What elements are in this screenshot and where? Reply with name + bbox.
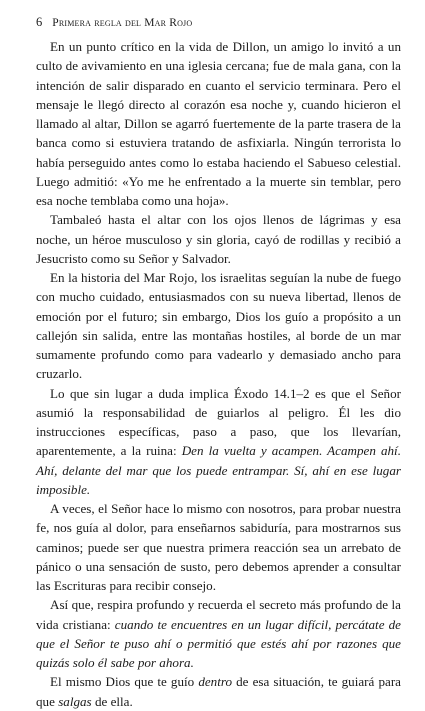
text-segment: Así que, respira profundo y recuerda el secreto más profundo de la vida cristiana: (36, 597, 401, 632)
running-header (36, 14, 401, 31)
paragraph-7 (36, 672, 401, 711)
paragraph-3 (36, 268, 401, 384)
text-segment: A veces, el Señor hace lo mismo con nosotros, para probar nuestra fe, nos guía al dolor, para enseñarnos sabiduría, para mostrarnos sus caminos; puede ser que nuestra primera reacción sea un arrebato de pánico o una sensación de susto, pero debemos aprender a consultar las Escrituras para recibir consejo. (36, 501, 401, 593)
text-segment: Tambaleó hasta el altar con los ojos llenos de lágrimas y esa noche, un héroe musculoso y sin gloria, cayó de rodillas y recibió a Jesucristo como su Señor y Salvador. (36, 212, 401, 266)
italic-segment: dentro (198, 674, 233, 690)
page-number: 6 (36, 15, 43, 29)
text-segment: El mismo Dios que te guío (50, 674, 199, 690)
paragraph-5 (36, 499, 401, 595)
running-title: Primera regla del Mar Rojo (52, 17, 193, 29)
text-segment: de ella. (91, 693, 133, 709)
text-segment: En un punto crítico en la vida de Dillon, un amigo lo invitó a un culto de avivamiento en una iglesia cercana; fue de mala gana, con la intención de salir disparado en cuanto el servicio terminara. Pero el mensaje le llegó directo al corazón esa noche y, cuando hicieron el llamado al altar, Dillon se agarró fuertemente de la parte trasera de la banca como si estuviera tratando de asfixiarla. Ningún terrorista lo había perseguido antes como lo estaba haciendo el Sabueso celestial. Luego admitió: «Yo me he enfrentado a la muerte sin temblar, pero esa noche temblaba como una hoja». (36, 39, 401, 208)
paragraph-6 (36, 595, 401, 672)
italic-segment: cuando te encuentres en un lugar difícil, percátate de que el Señor te puso ahí o permitió que estés ahí por razones que quizás solo él sabe por ahora. (36, 616, 401, 670)
italic-segment: Den la vuelta y acampen. Acampen ahí. Ahí, delante del mar que los puede entrampar. Sí, ahí en ese lugar imposible. (36, 443, 401, 497)
paragraph-4 (36, 384, 401, 500)
italic-segment: salgas (58, 693, 92, 709)
text-segment: Lo que sin lugar a duda implica Éxodo 14.1–2 es que el Señor asumió la responsabilidad de guiarlos al peligro. Él les dio instrucciones específicas, paso a paso, que los llevarían, aparentemente, a la ruina: (36, 385, 401, 459)
paragraph-1 (36, 37, 401, 210)
body-text (36, 37, 401, 711)
paragraph-2 (36, 210, 401, 268)
text-segment: En la historia del Mar Rojo, los israelitas seguían la nube de fuego con mucho cuidado, entusiasmados con su nueva libertad, llenos de emoción por el futuro; sin embargo, Dios los guío a propósito a un callejón sin salida, entre las montañas hostiles, al borde de un mar sumamente profundo como para vadearlo y demasiado ancho para cruzarlo. (36, 270, 401, 382)
text-segment: de esa situación, te guiará para que (36, 674, 401, 709)
